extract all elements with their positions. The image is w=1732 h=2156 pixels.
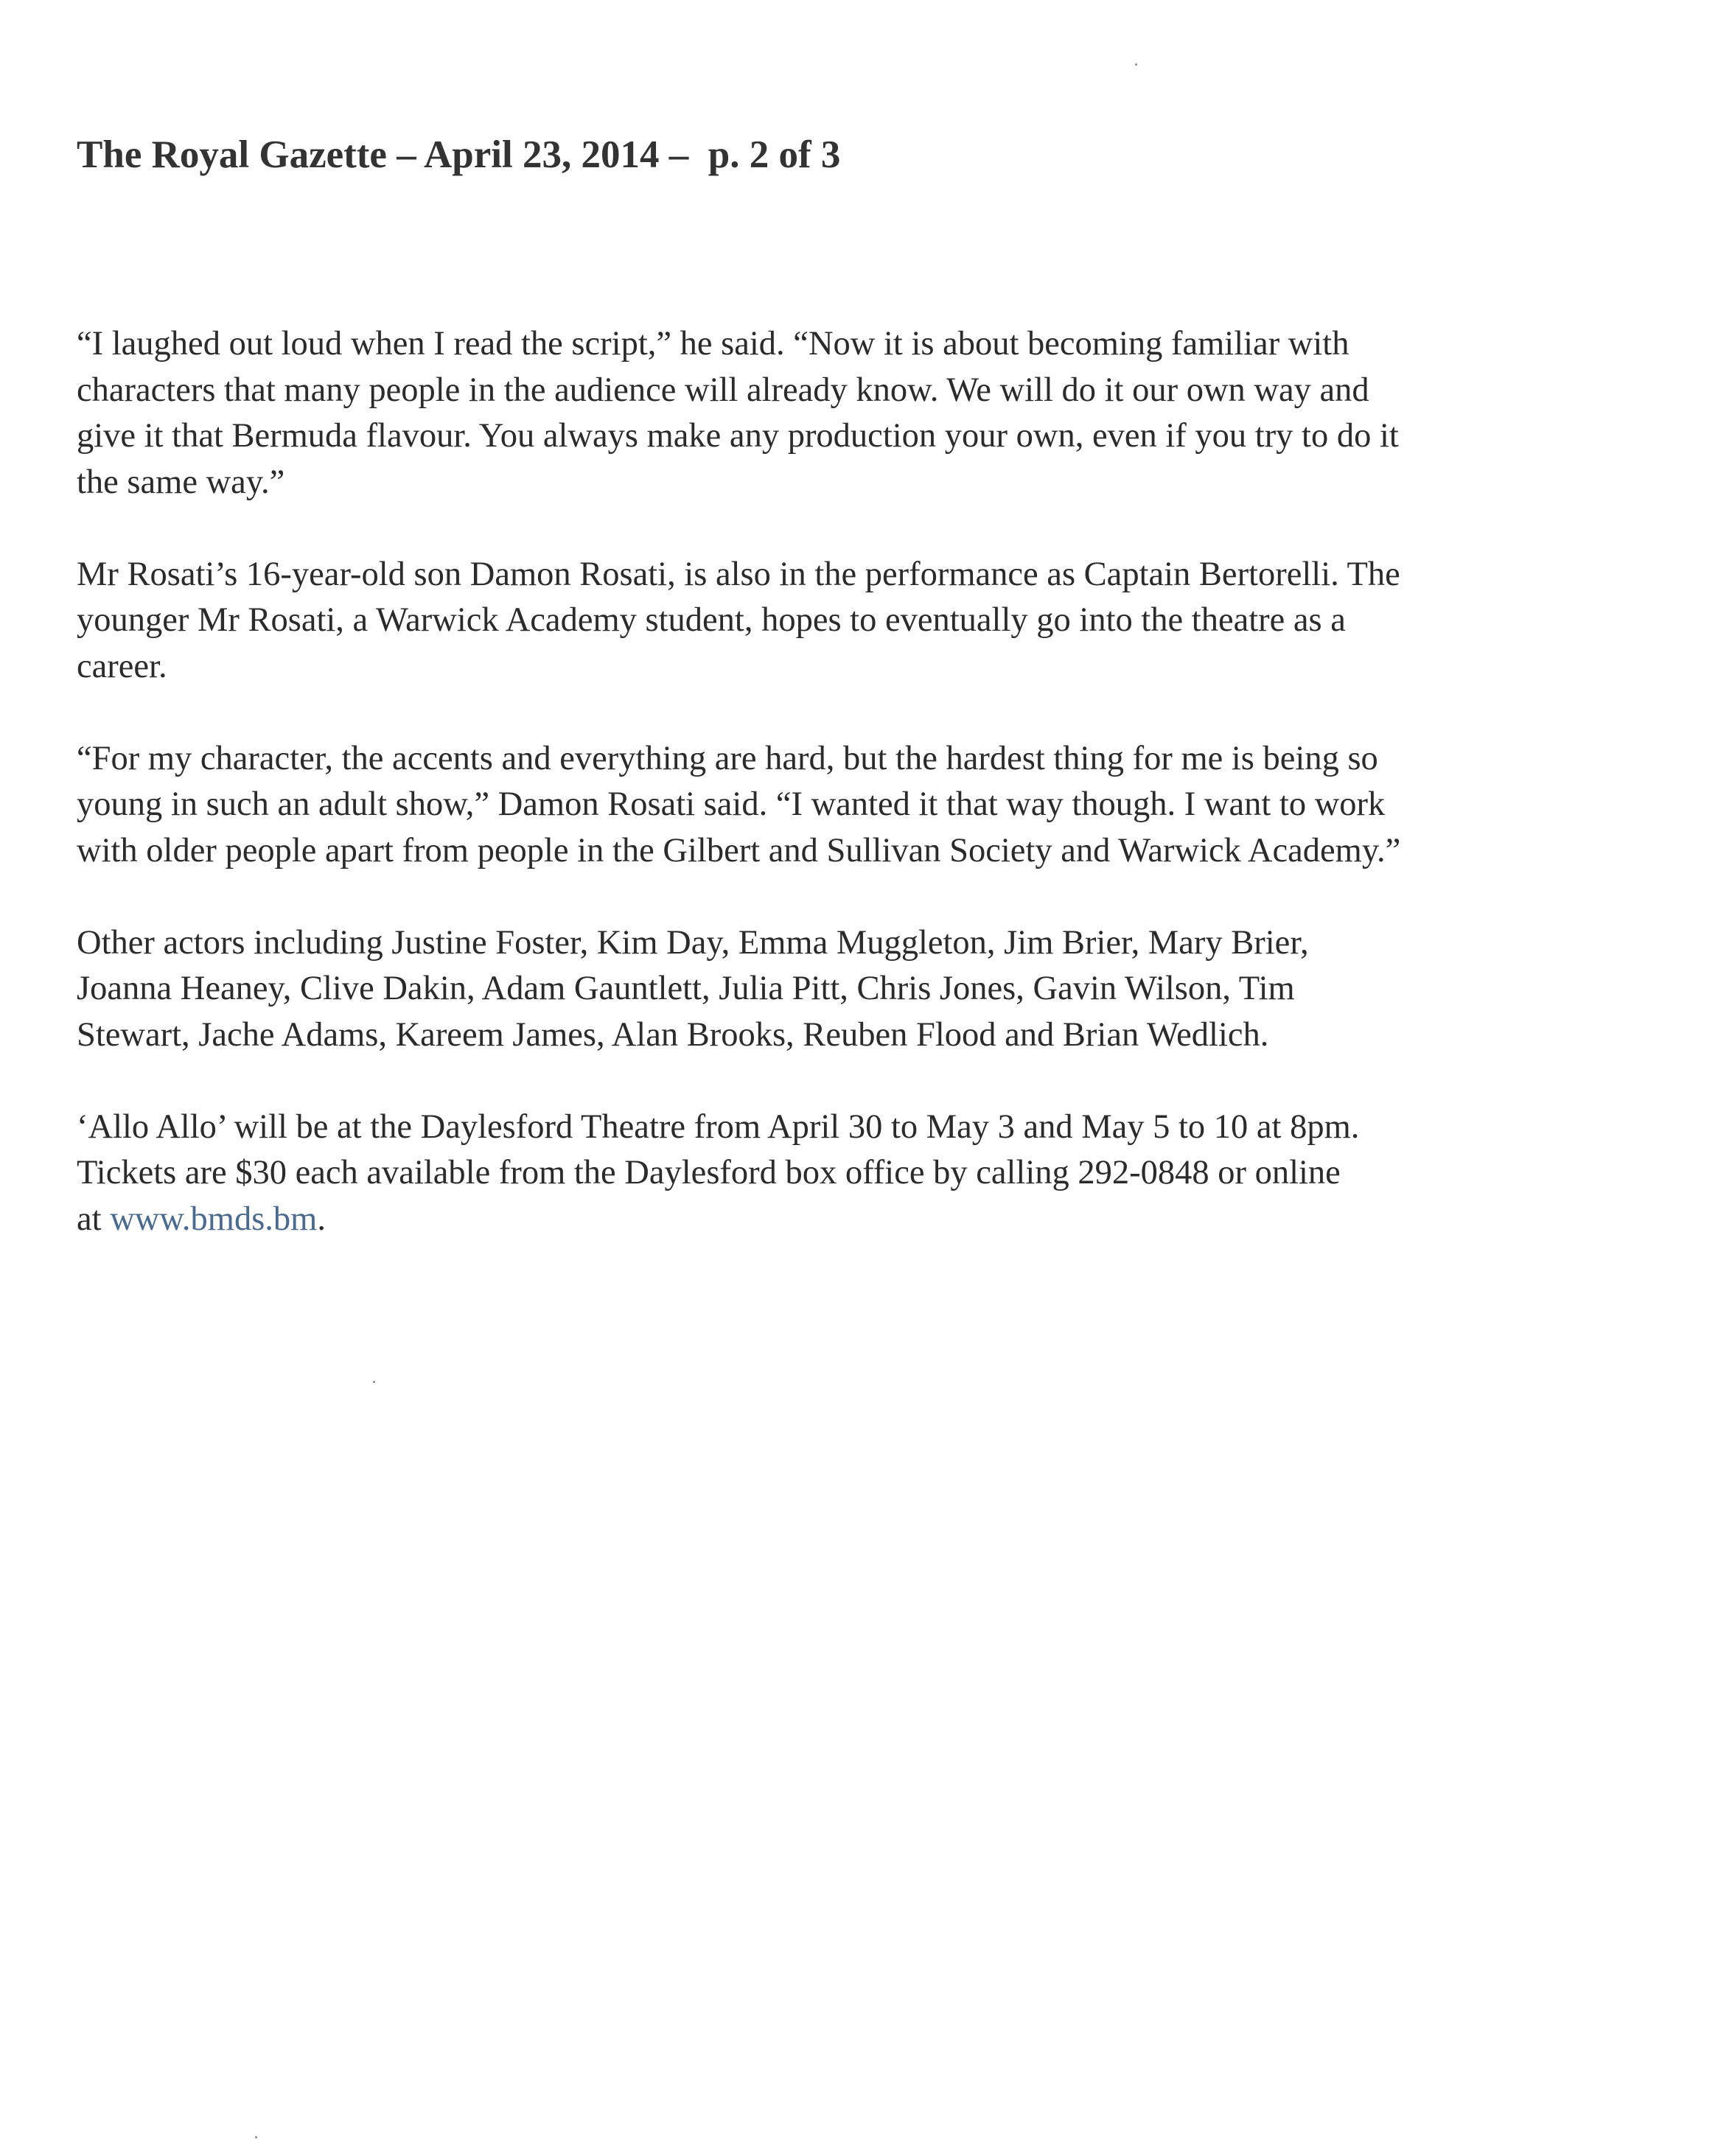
text-line: give it that Bermuda flavour. You always make any production your own, even if you try to do it [77,417,1399,455]
page-header: The Royal Gazette – April 23, 2014 – p. 2 of 3 [77,133,841,176]
text-line-with-link [77,1197,1669,1243]
text-line: “I laughed out loud when I read the script,” he said. “Now it is about becoming familiar with [77,325,1349,363]
scan-speck [255,2136,257,2138]
text-line: young in such an adult show,” Damon Rosati said. “I wanted it that way though. I want to work [77,785,1386,823]
paragraph-quote-script [77,321,1669,505]
paragraph-show-info [77,1105,1669,1243]
text-line: ‘Allo Allo’ will be at the Daylesford Theatre from April 30 to May 3 and May 5 to 10 at 8pm. [77,1107,1360,1146]
text-line: Other actors including Justine Foster, Kim Day, Emma Muggleton, Jim Brier, Mary Brier, [77,923,1309,962]
paragraph-character-quote [77,736,1669,875]
scan-speck [1135,63,1137,66]
link-suffix: . [317,1200,326,1238]
text-line: characters that many people in the audience will already know. We will do it our own way and [77,371,1369,409]
text-line: Stewart, Jache Adams, Kareem James, Alan Brooks, Reuben Flood and Brian Wedlich. [77,1015,1269,1054]
text-line: the same way.” [77,463,285,501]
text-line: Tickets are $30 each available from the Daylesford box office by calling 292-0848 or online [77,1154,1341,1191]
text-line: Joanna Heaney, Clive Dakin, Adam Gauntlett, Julia Pitt, Chris Jones, Gavin Wilson, Tim [77,970,1295,1007]
text-line: with older people apart from people in the Gilbert and Sullivan Society and Warwick Academy.” [77,831,1401,869]
text-line: career. [77,647,167,685]
text-line: younger Mr Rosati, a Warwick Academy student, hopes to eventually go into the theatre as a [77,601,1346,639]
link-prefix: at [77,1200,111,1238]
scan-speck [373,1381,375,1383]
website-link[interactable]: www.bmds.bm [110,1200,318,1238]
paragraph-damon-rosati [77,552,1669,690]
paragraph-other-actors [77,920,1669,1059]
text-line: Mr Rosati’s 16-year-old son Damon Rosati, is also in the performance as Captain Bertorelli. The [77,555,1400,593]
text-line: “For my character, the accents and everything are hard, but the hardest thing for me is being so [77,739,1378,777]
article-body [77,321,1669,1289]
